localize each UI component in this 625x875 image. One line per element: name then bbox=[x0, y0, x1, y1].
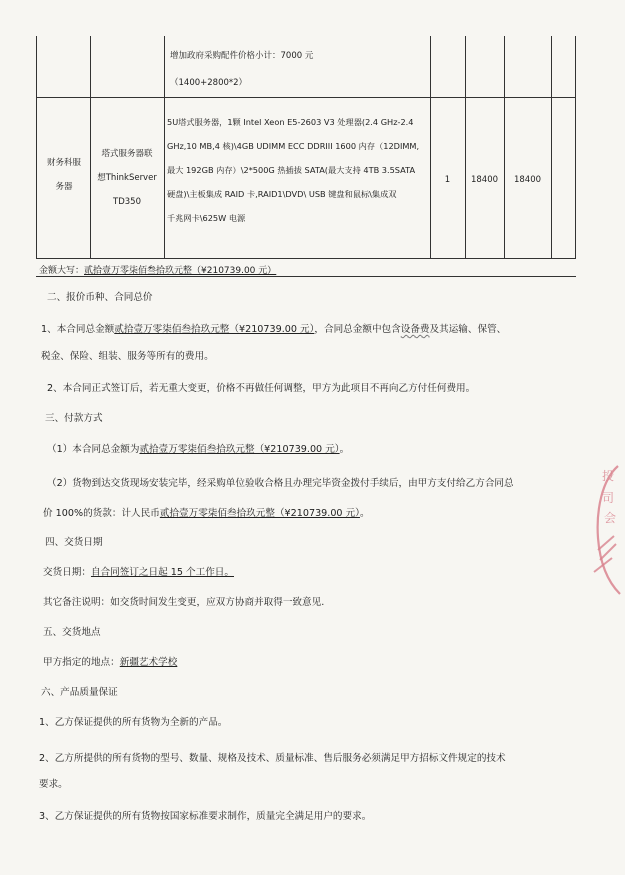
department-line: 务器 bbox=[55, 182, 73, 192]
delivery-location: 甲方指定的地点：新疆艺术学校 bbox=[43, 657, 178, 668]
table-bottom-border bbox=[36, 276, 576, 277]
section-2-title: 二、报价币种、合同总价 bbox=[47, 292, 153, 303]
product-name-line: TD350 bbox=[113, 197, 141, 207]
quality-para-1: 1、乙方保证提供的所有货物为全新的产品。 bbox=[39, 717, 228, 728]
section-5-title: 五、交货地点 bbox=[43, 627, 101, 638]
product-name-line: 想ThinkServer bbox=[97, 173, 157, 183]
svg-text:投: 投 bbox=[602, 469, 615, 483]
section-2-para-1-cont: 税金、保险、组装、服务等所有的费用。 bbox=[41, 351, 214, 362]
subtotal-text: 增加政府采购配件价格小计：7000 元 bbox=[170, 51, 314, 61]
department-cell bbox=[38, 151, 90, 199]
amount-in-words: 金额大写：贰拾壹万零柒佰叁拾玖元整（¥210739.00 元） bbox=[39, 266, 277, 276]
unit-price-cell: 18400 bbox=[470, 175, 499, 185]
department-line: 财务科服 bbox=[46, 158, 81, 168]
quality-para-3: 3、乙方保证提供的所有货物按国家标准要求制作，质量完全满足用户的要求。 bbox=[39, 811, 372, 822]
delivery-note: 其它备注说明：如交货时间发生变更，应双方协商并取得一致意见. bbox=[43, 597, 325, 608]
section-3-para-1: （1）本合同总金额为贰拾壹万零柒佰叁拾玖元整（¥210739.00 元）。 bbox=[47, 444, 350, 455]
section-2-para-2: 2、本合同正式签订后，若无重大变更，价格不再做任何调整，甲方为此项目不再向乙方付任何费用。 bbox=[47, 383, 476, 394]
svg-text:司: 司 bbox=[602, 491, 615, 505]
quality-para-2: 2、乙方所提供的所有货物的型号、数量、规格及技术、质量标准、售后服务必须满足甲方招标文件规定的技术 bbox=[39, 753, 506, 764]
product-name-line: 塔式服务器联 bbox=[101, 149, 153, 159]
spec-line: 5U塔式服务器，1颗 Intel Xeon E5-2603 V3 处理器(2.4 GHz-2.4 bbox=[167, 117, 414, 127]
section-6-title: 六、产品质量保证 bbox=[41, 687, 118, 698]
spec-line: 千兆网卡\625W 电源 bbox=[167, 213, 246, 223]
section-3-title: 三、付款方式 bbox=[45, 413, 103, 424]
partial-seal-stamp bbox=[588, 460, 622, 600]
spec-line: 硬盘)\主板集成 RAID 卡,RAID1\DVD\ USB 键盘和鼠标\集成双 bbox=[167, 189, 397, 199]
section-2-para-1: 1、本合同总金额贰拾壹万零柒佰叁拾玖元整（¥210739.00 元），合同总金额中包含设备费及其运输、保管、 bbox=[41, 324, 507, 335]
subtotal-formula: （1400+2800*2） bbox=[170, 78, 248, 88]
section-3-para-2: （2）货物到达交货现场安装完毕，经采购单位验收合格且办理完毕资金拨付手续后，由甲方支付给乙方合同总 bbox=[47, 478, 514, 489]
delivery-date: 交货日期：自合同签订之日起 15 个工作日。 bbox=[43, 567, 234, 578]
spec-cell bbox=[167, 110, 419, 230]
quantity-cell: 1 bbox=[444, 175, 451, 185]
spec-line: GHz,10 MB,4 核)\4GB UDIMM ECC DDRIII 1600 内存（12DIMM, bbox=[167, 141, 420, 151]
total-price-cell: 18400 bbox=[513, 175, 542, 185]
spec-line: 最大 192GB 内存）\2*500G 热插拔 SATA(最大支持 4TB 3.5SATA bbox=[167, 165, 416, 175]
quality-para-2-cont: 要求。 bbox=[39, 779, 68, 790]
svg-text:会: 会 bbox=[604, 511, 617, 525]
section-3-para-2-cont: 价 100%的货款：计人民币贰拾壹万零柒佰叁拾玖元整（¥210739.00 元）。 bbox=[43, 508, 370, 519]
product-name-cell bbox=[91, 142, 163, 214]
section-4-title: 四、交货日期 bbox=[45, 537, 103, 548]
